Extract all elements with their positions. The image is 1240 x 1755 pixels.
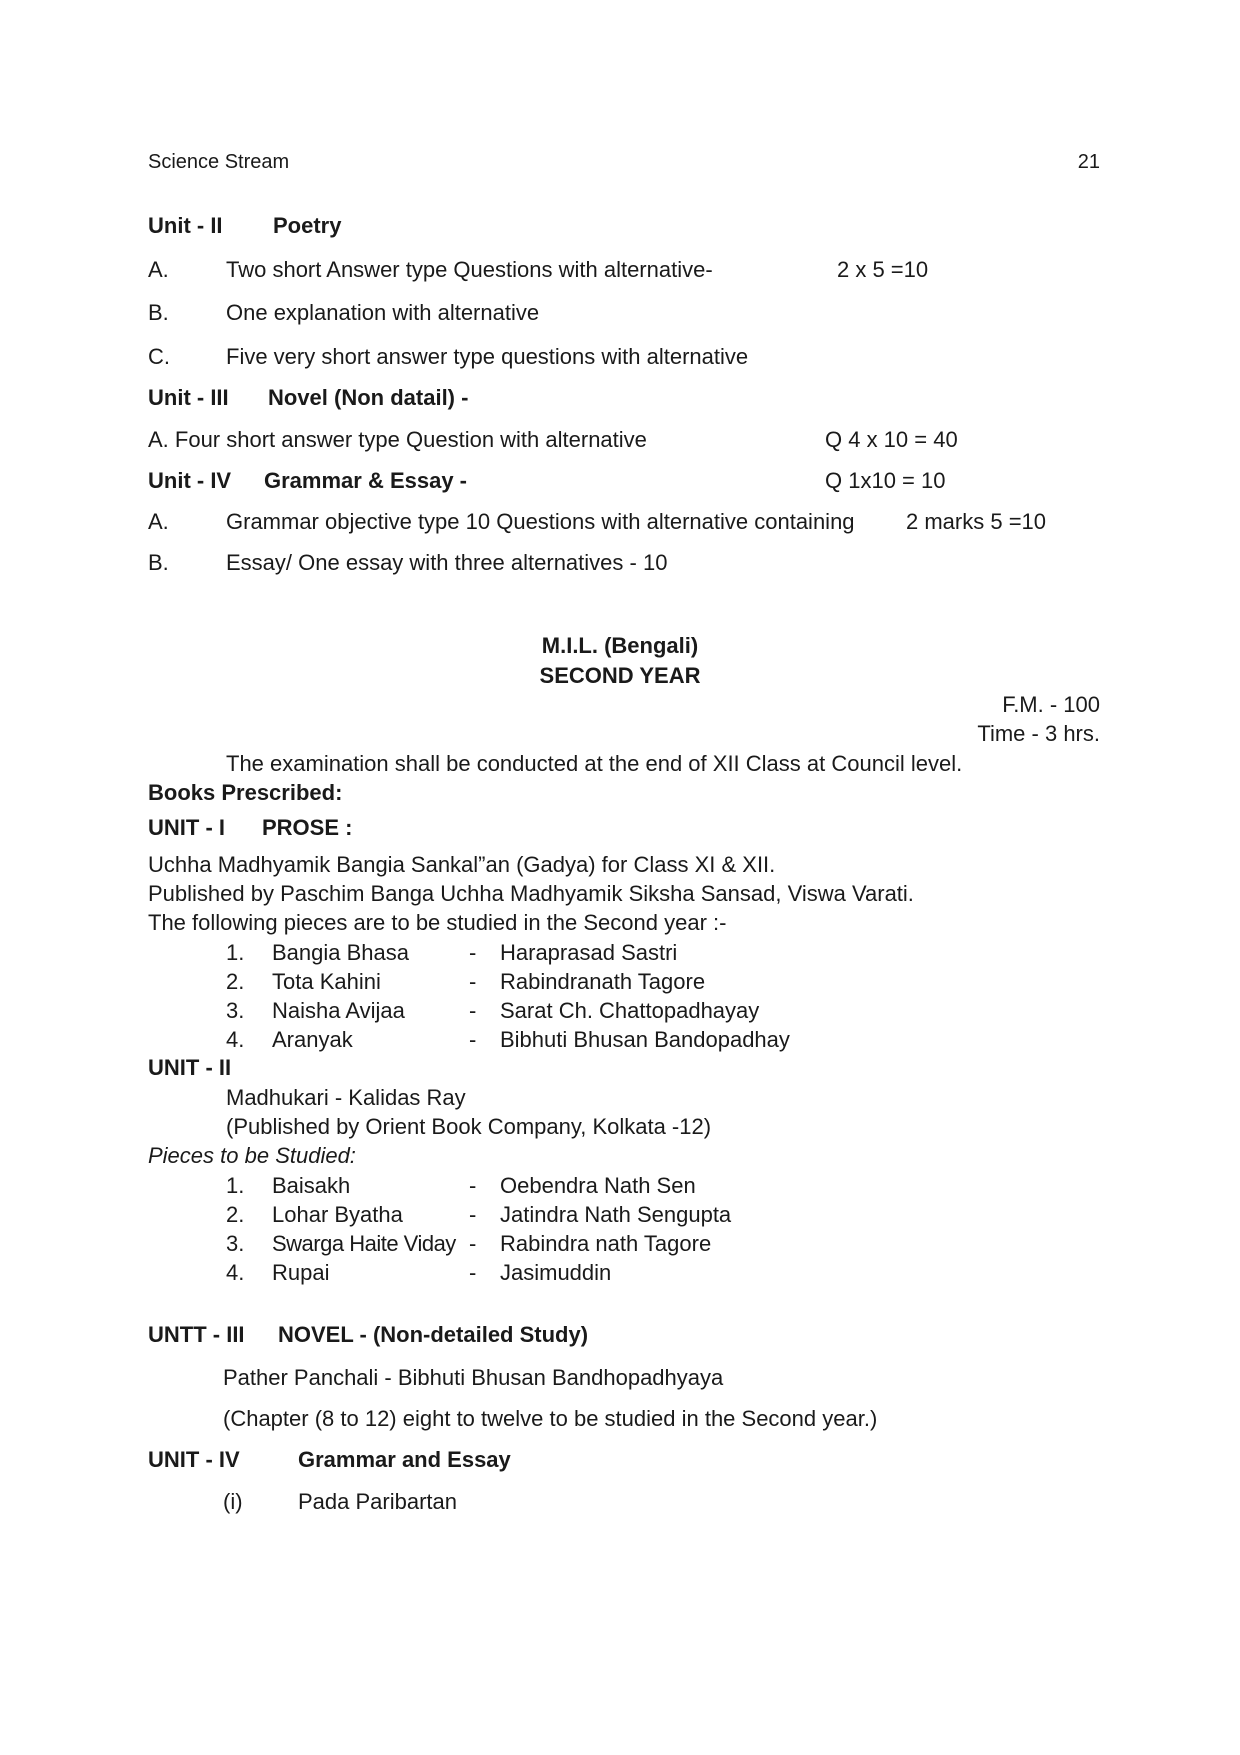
unit2-item-a-letter: A. bbox=[148, 257, 169, 282]
full-marks: F.M. - 100 bbox=[1002, 692, 1100, 717]
poetry-piece-author: Jasimuddin bbox=[500, 1260, 612, 1285]
poetry-piece-dash: - bbox=[469, 1260, 477, 1285]
poetry-piece-num: 2. bbox=[226, 1202, 245, 1227]
prose-piece-title: Tota Kahini bbox=[272, 969, 381, 994]
poetry-piece-title: Baisakh bbox=[272, 1173, 351, 1198]
prose-piece-title: Bangia Bhasa bbox=[272, 940, 409, 965]
unit2-item-b-letter: B. bbox=[148, 300, 169, 325]
poetry-book: Madhukari - Kalidas Ray bbox=[226, 1085, 466, 1110]
prose-piece-author: Rabindranath Tagore bbox=[500, 969, 706, 994]
grammar-title: Grammar and Essay bbox=[298, 1447, 511, 1472]
prose-piece-num: 4. bbox=[226, 1027, 245, 1052]
prose-piece-dash: - bbox=[469, 940, 477, 965]
prose-piece-author: Bibhuti Bhusan Bandopadhay bbox=[500, 1027, 790, 1052]
unit2-item-c-text: Five very short answer type questions with alternative bbox=[226, 344, 749, 369]
exam-intro: The examination shall be conducted at the end of XII Class at Council level. bbox=[226, 751, 963, 776]
poetry-piece-num: 1. bbox=[226, 1173, 245, 1198]
pieces-label: Pieces to be Studied: bbox=[148, 1143, 356, 1168]
grammar-item-text: Pada Paribartan bbox=[298, 1489, 457, 1514]
section-title: M.I.L. (Bengali) bbox=[541, 633, 699, 658]
page-number: 21 bbox=[1077, 151, 1100, 173]
prose-line: Uchha Madhyamik Bangia Sankal”an (Gadya) for Class XI & XII. bbox=[148, 852, 776, 877]
section-subtitle: SECOND YEAR bbox=[539, 663, 701, 688]
unit2-item-a-marks: 2 x 5 =10 bbox=[837, 257, 929, 282]
poetry-piece-title: Lohar Byatha bbox=[272, 1202, 403, 1227]
prose-title: PROSE : bbox=[262, 815, 353, 840]
unit4-item-b-letter: B. bbox=[148, 550, 169, 575]
prose-piece-num: 2. bbox=[226, 969, 245, 994]
prose-piece-num: 1. bbox=[226, 940, 245, 965]
poetry-publisher: (Published by Orient Book Company, Kolkata -12) bbox=[226, 1114, 712, 1139]
poetry-piece-author: Oebendra Nath Sen bbox=[500, 1173, 696, 1198]
unit4-item-a-marks: 2 marks 5 =10 bbox=[906, 509, 1047, 534]
novel-label: UNTT - III bbox=[148, 1322, 245, 1347]
prose-piece-num: 3. bbox=[226, 998, 245, 1023]
poetry-piece-dash: - bbox=[469, 1202, 477, 1227]
unit2-item-b-text: One explanation with alternative bbox=[226, 300, 540, 325]
poetry-piece-author: Jatindra Nath Sengupta bbox=[500, 1202, 732, 1227]
novel-chapters: (Chapter (8 to 12) eight to twelve to be studied in the Second year.) bbox=[223, 1406, 878, 1431]
unit2-item-c-letter: C. bbox=[148, 344, 170, 369]
unit4-item-b-text: Essay/ One essay with three alternatives - 10 bbox=[226, 550, 668, 575]
novel-book: Pather Panchali - Bibhuti Bhusan Bandhopadhyaya bbox=[223, 1365, 724, 1390]
poetry-piece-num: 4. bbox=[226, 1260, 245, 1285]
books-prescribed-label: Books Prescribed: bbox=[148, 780, 343, 805]
unit3-label: Unit - III bbox=[148, 385, 229, 410]
prose-piece-author: Haraprasad Sastri bbox=[500, 940, 678, 965]
prose-piece-dash: - bbox=[469, 1027, 477, 1052]
poetry-piece-title: Rupai bbox=[272, 1260, 330, 1285]
prose-line: The following pieces are to be studied in the Second year :- bbox=[148, 910, 727, 935]
exam-time: Time - 3 hrs. bbox=[977, 721, 1100, 746]
unit3-item-a-marks: Q 4 x 10 = 40 bbox=[825, 427, 958, 452]
grammar-item-num: (i) bbox=[223, 1489, 243, 1514]
unit4-item-a-text: Grammar objective type 10 Questions with alternative containing bbox=[226, 509, 855, 534]
poetry-piece-author: Rabindra nath Tagore bbox=[500, 1231, 712, 1256]
prose-piece-author: Sarat Ch. Chattopadhayay bbox=[500, 998, 760, 1023]
prose-piece-dash: - bbox=[469, 969, 477, 994]
running-header: Science Stream bbox=[148, 151, 290, 173]
unit4-title: Grammar & Essay - bbox=[264, 468, 467, 493]
grammar-label: UNIT - IV bbox=[148, 1447, 240, 1472]
poetry-label: UNIT - II bbox=[148, 1055, 232, 1080]
unit4-label: Unit - IV bbox=[148, 468, 232, 493]
unit4-marks: Q 1x10 = 10 bbox=[825, 468, 946, 493]
prose-piece-title: Naisha Avijaa bbox=[272, 998, 405, 1023]
poetry-piece-dash: - bbox=[469, 1173, 477, 1198]
poetry-piece-dash: - bbox=[469, 1231, 477, 1256]
poetry-piece-num: 3. bbox=[226, 1231, 245, 1256]
prose-piece-title: Aranyak bbox=[272, 1027, 353, 1052]
unit4-item-a-letter: A. bbox=[148, 509, 169, 534]
prose-piece-dash: - bbox=[469, 998, 477, 1023]
prose-label: UNIT - I bbox=[148, 815, 225, 840]
poetry-piece-title: Swarga Haite Viday bbox=[272, 1231, 456, 1256]
prose-line: Published by Paschim Banga Uchha Madhyamik Siksha Sansad, Viswa Varati. bbox=[148, 881, 914, 906]
unit2-title: Poetry bbox=[273, 213, 342, 238]
unit2-item-a-text: Two short Answer type Questions with alternative- bbox=[226, 257, 713, 282]
unit3-title: Novel (Non datail) - bbox=[268, 385, 469, 410]
unit3-item-a-text: A. Four short answer type Question with alternative bbox=[148, 427, 647, 452]
novel-title: NOVEL - (Non-detailed Study) bbox=[278, 1322, 589, 1347]
unit2-label: Unit - II bbox=[148, 213, 223, 238]
